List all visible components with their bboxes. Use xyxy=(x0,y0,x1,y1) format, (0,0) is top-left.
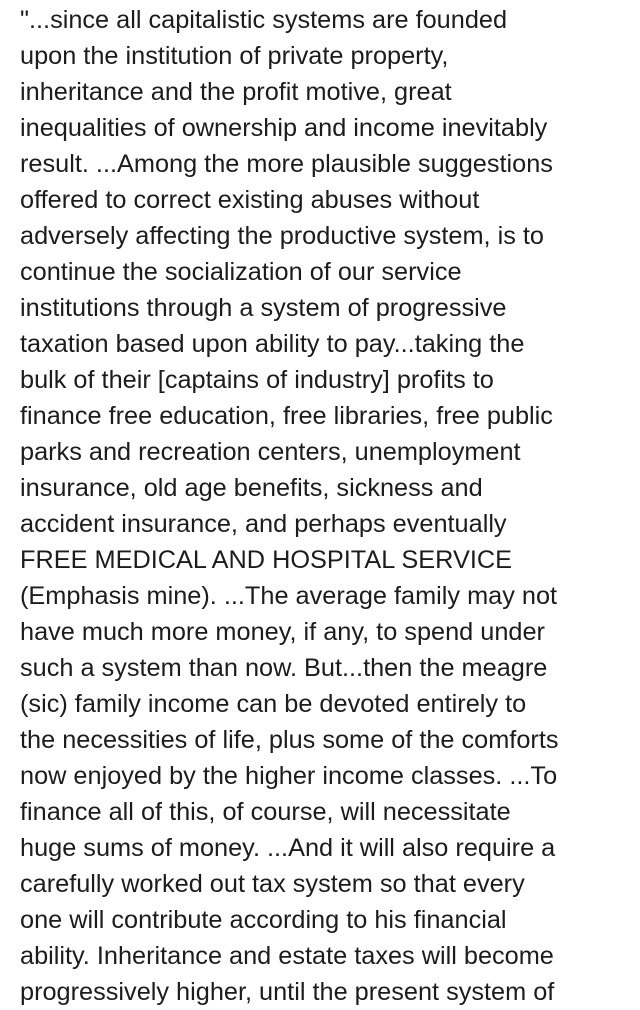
text-line: FREE MEDICAL AND HOSPITAL SERVICE xyxy=(20,546,513,574)
text-line: accident insurance, and perhaps eventually xyxy=(20,510,507,538)
text-line: huge sums of money. ...And it will also require a xyxy=(20,834,556,862)
text-line: insurance, old age benefits, sickness and xyxy=(20,474,483,502)
text-line: the necessities of life, plus some of the comforts xyxy=(20,726,559,754)
text-line: finance all of this, of course, will necessitate xyxy=(20,798,511,826)
text-line: "...since all capitalistic systems are founded xyxy=(20,6,508,34)
text-line: institutions through a system of progressive xyxy=(20,294,507,322)
text-line: ability. Inheritance and estate taxes will become xyxy=(20,942,554,970)
text-line: carefully worked out tax system so that every xyxy=(20,870,525,898)
text-line: (Emphasis mine). ...The average family may not xyxy=(20,582,558,610)
text-line: finance free education, free libraries, free public xyxy=(20,402,553,430)
text-line: one will contribute according to his financial xyxy=(20,906,507,934)
text-line: have much more money, if any, to spend under xyxy=(20,618,545,646)
quote-text-block xyxy=(20,2,635,1010)
text-line: adversely affecting the productive system, is to xyxy=(20,222,544,250)
text-line: bulk of their [captains of industry] profits to xyxy=(20,366,494,394)
text-line: inheritance and the profit motive, great xyxy=(20,78,452,106)
text-line: now enjoyed by the higher income classes. ...To xyxy=(20,762,558,790)
text-line: upon the institution of private property, xyxy=(20,42,449,70)
text-line: offered to correct existing abuses without xyxy=(20,186,480,214)
text-line: continue the socialization of our service xyxy=(20,258,462,286)
text-line: (sic) family income can be devoted entirely to xyxy=(20,690,527,718)
text-line: progressively higher, until the present system of xyxy=(20,978,555,1006)
text-line: inequalities of ownership and income inevitably xyxy=(20,114,548,142)
text-line: result. ...Among the more plausible suggestions xyxy=(20,150,553,178)
text-line: parks and recreation centers, unemployment xyxy=(20,438,521,466)
text-line: taxation based upon ability to pay...taking the xyxy=(20,330,525,358)
text-line: such a system than now. But...then the meagre xyxy=(20,654,548,682)
